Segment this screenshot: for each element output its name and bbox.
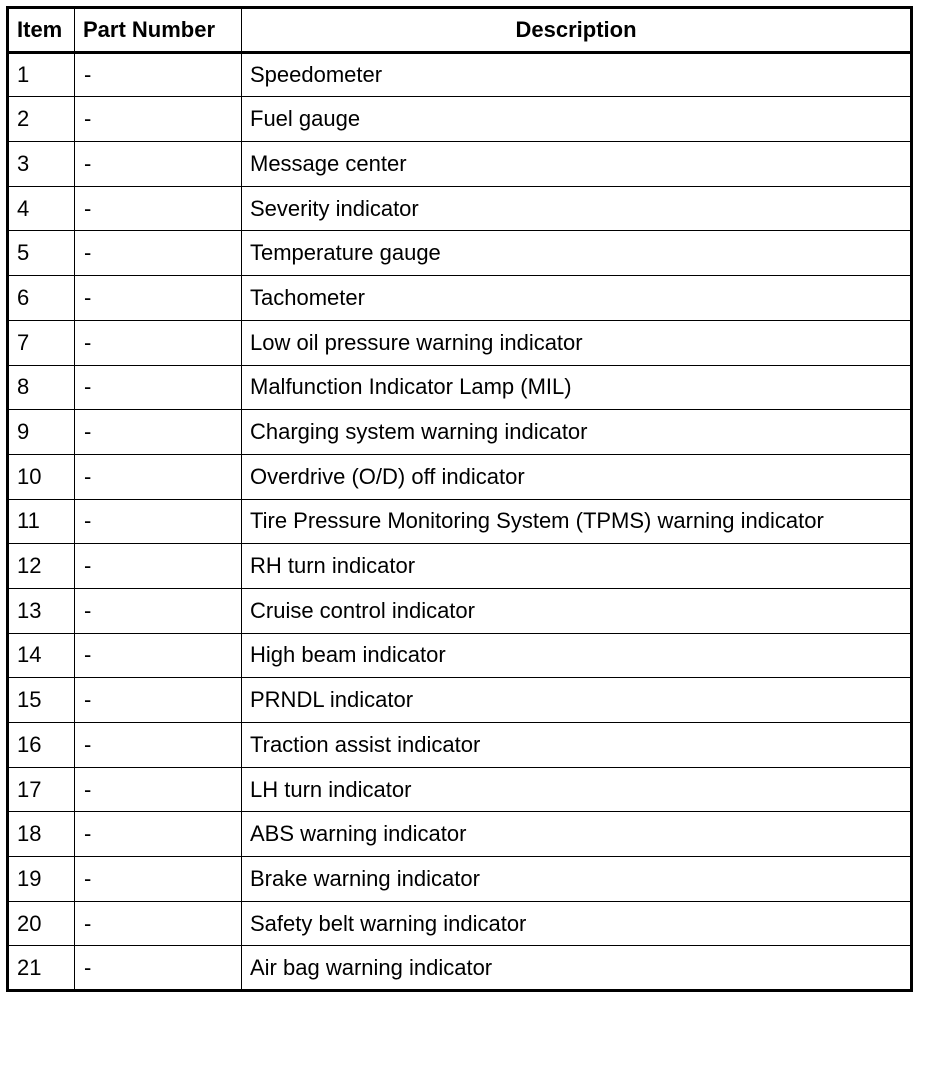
table-body	[8, 52, 912, 990]
table-row	[8, 365, 912, 410]
cell-item: 13	[8, 588, 75, 633]
cell-item: 2	[8, 97, 75, 142]
cell-description: Severity indicator	[242, 186, 912, 231]
table-row	[8, 857, 912, 902]
cell-part-number: -	[75, 97, 242, 142]
cell-description: PRNDL indicator	[242, 678, 912, 723]
table-row	[8, 276, 912, 321]
cell-description: Tachometer	[242, 276, 912, 321]
cell-description: Message center	[242, 142, 912, 187]
cell-description: Malfunction Indicator Lamp (MIL)	[242, 365, 912, 410]
cell-description: Temperature gauge	[242, 231, 912, 276]
cell-item: 18	[8, 812, 75, 857]
cell-item: 4	[8, 186, 75, 231]
cell-item: 6	[8, 276, 75, 321]
cell-item: 17	[8, 767, 75, 812]
cell-part-number: -	[75, 276, 242, 321]
cell-item: 12	[8, 544, 75, 589]
cell-description: Traction assist indicator	[242, 723, 912, 768]
cell-part-number: -	[75, 633, 242, 678]
cell-item: 19	[8, 857, 75, 902]
cell-part-number: -	[75, 812, 242, 857]
cell-item: 5	[8, 231, 75, 276]
table-row	[8, 588, 912, 633]
cell-item: 10	[8, 454, 75, 499]
cell-description: RH turn indicator	[242, 544, 912, 589]
cell-description: Low oil pressure warning indicator	[242, 320, 912, 365]
table-row	[8, 678, 912, 723]
cell-description: Tire Pressure Monitoring System (TPMS) warning indicator	[242, 499, 912, 544]
cell-description: Brake warning indicator	[242, 857, 912, 902]
cell-part-number: -	[75, 365, 242, 410]
cell-item: 20	[8, 901, 75, 946]
table-row	[8, 723, 912, 768]
cell-part-number: -	[75, 901, 242, 946]
table-row	[8, 633, 912, 678]
parts-table	[6, 6, 913, 992]
cell-description: Air bag warning indicator	[242, 946, 912, 991]
cell-description: Charging system warning indicator	[242, 410, 912, 455]
cell-item: 3	[8, 142, 75, 187]
cell-description: Speedometer	[242, 52, 912, 97]
header-row	[8, 8, 912, 53]
cell-item: 8	[8, 365, 75, 410]
cell-part-number: -	[75, 857, 242, 902]
cell-description: LH turn indicator	[242, 767, 912, 812]
cell-item: 15	[8, 678, 75, 723]
cell-part-number: -	[75, 678, 242, 723]
cell-part-number: -	[75, 588, 242, 633]
table-row	[8, 410, 912, 455]
cell-description: Cruise control indicator	[242, 588, 912, 633]
table-row	[8, 320, 912, 365]
cell-item: 14	[8, 633, 75, 678]
cell-description: Fuel gauge	[242, 97, 912, 142]
cell-description: Safety belt warning indicator	[242, 901, 912, 946]
cell-part-number: -	[75, 231, 242, 276]
cell-part-number: -	[75, 723, 242, 768]
table-row	[8, 186, 912, 231]
cell-item: 11	[8, 499, 75, 544]
cell-item: 16	[8, 723, 75, 768]
cell-description: ABS warning indicator	[242, 812, 912, 857]
cell-part-number: -	[75, 410, 242, 455]
cell-description: High beam indicator	[242, 633, 912, 678]
table-row	[8, 142, 912, 187]
cell-item: 1	[8, 52, 75, 97]
header-item: Item	[8, 8, 75, 53]
header-description: Description	[242, 8, 912, 53]
header-part-number: Part Number	[75, 8, 242, 53]
cell-part-number: -	[75, 767, 242, 812]
table-row	[8, 97, 912, 142]
cell-part-number: -	[75, 946, 242, 991]
table-row	[8, 946, 912, 991]
cell-part-number: -	[75, 454, 242, 499]
cell-description: Overdrive (O/D) off indicator	[242, 454, 912, 499]
cell-item: 7	[8, 320, 75, 365]
cell-item: 21	[8, 946, 75, 991]
cell-part-number: -	[75, 142, 242, 187]
table-row	[8, 544, 912, 589]
table-row	[8, 901, 912, 946]
cell-item: 9	[8, 410, 75, 455]
table-row	[8, 767, 912, 812]
cell-part-number: -	[75, 320, 242, 365]
cell-part-number: -	[75, 544, 242, 589]
cell-part-number: -	[75, 52, 242, 97]
cell-part-number: -	[75, 499, 242, 544]
table-row	[8, 812, 912, 857]
table-row	[8, 231, 912, 276]
table-row	[8, 52, 912, 97]
table-row	[8, 454, 912, 499]
cell-part-number: -	[75, 186, 242, 231]
table-row	[8, 499, 912, 544]
